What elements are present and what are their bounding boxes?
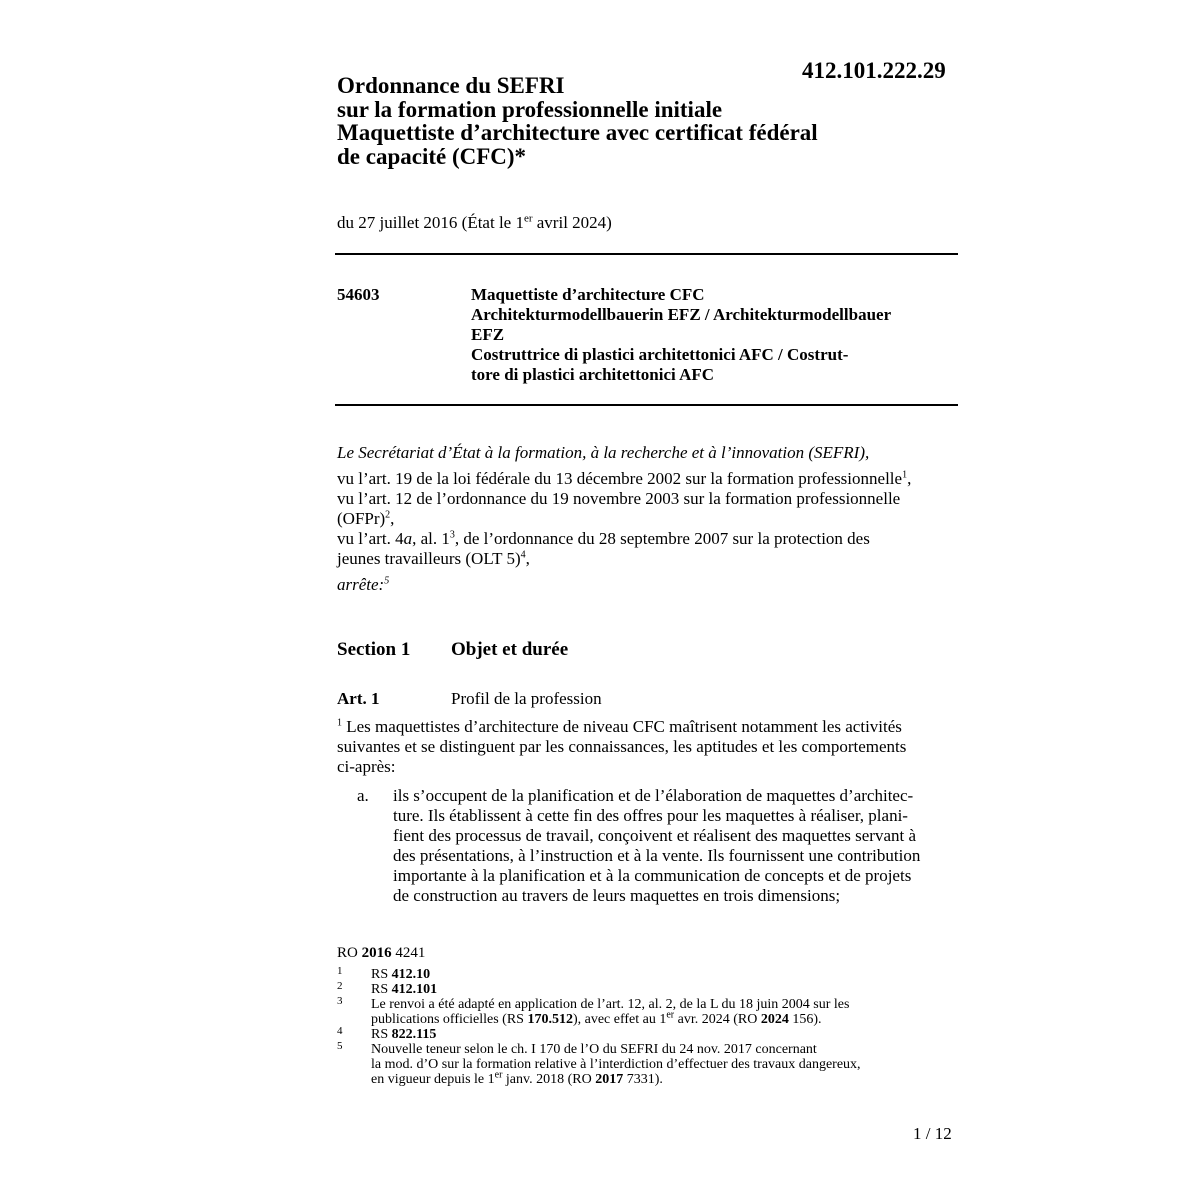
bottom-rule — [335, 404, 958, 406]
preamble-text: vu l’art. 4 — [337, 529, 404, 548]
footnote-line: la mod. d’O sur la formation relative à l’interdiction d’effectuer des travaux dangereux, — [371, 1057, 861, 1072]
preamble-text: vu l’art. 19 de la loi fédérale du 13 décembre 2002 sur la formation professionnelle — [337, 469, 903, 488]
list-item-line: de construction au travers de leurs maquettes en trois dimensions; — [393, 886, 841, 905]
date-suffix: avril 2024) — [532, 213, 612, 232]
footnote-text: publications officielles (RS — [371, 1012, 528, 1027]
footnote-line — [371, 1069, 957, 1087]
footnote-bold: 412.10 — [391, 967, 431, 982]
section-number: Section 1 — [337, 639, 411, 660]
preamble-text: (OFPr) — [337, 509, 386, 528]
footnote-line — [371, 982, 957, 997]
ro-prefix: RO — [337, 945, 362, 961]
profession-name-line: Costruttrice di plastici architettonici AFC / Costrut- — [471, 345, 849, 364]
list-item-line: ture. Ils établissent à cette fin des offres pour les maquettes à réaliser, plani- — [393, 806, 908, 825]
footnote — [337, 1042, 957, 1087]
profession-code: 54603 — [337, 285, 380, 304]
profession-name-line: Architekturmodellbauerin EFZ / Architekturmodellbauer — [471, 305, 892, 324]
footnote-text: ), avec effet au 1 — [572, 1012, 667, 1027]
section-title: Objet et durée — [451, 639, 569, 660]
profession-name-line: Maquettiste d’architecture CFC — [471, 285, 705, 304]
footnote — [337, 1027, 957, 1042]
footnotes — [337, 967, 957, 1087]
footnote-ref[interactable]: 1 — [902, 469, 908, 481]
footnote-line: Le renvoi a été adapté en application de l’art. 12, al. 2, de la L du 18 juin 2004 sur les — [371, 997, 850, 1012]
profession-names — [471, 285, 941, 385]
footnote-line: Nouvelle teneur selon le ch. I 170 de l’O du SEFRI du 24 nov. 2017 concernant — [371, 1042, 817, 1057]
arrete-text: arrête: — [337, 575, 385, 594]
preamble-line — [337, 549, 957, 569]
footnote-ref[interactable]: 2 — [385, 509, 391, 521]
footnote-bold: 2017 — [595, 1072, 624, 1087]
profession-name-line: EFZ — [471, 325, 505, 344]
title-line: de capacité (CFC)* — [337, 143, 527, 169]
list-item-line: fient des processus de travail, conçoivent et réalisent des maquettes servant à — [393, 826, 917, 845]
footnote — [337, 997, 957, 1027]
footnote-number: 4 — [337, 1025, 343, 1037]
footnote-number: 5 — [337, 1040, 343, 1052]
footnote-bold: 412.101 — [391, 982, 438, 997]
paragraph-line — [337, 717, 955, 737]
sr-number: 412.101.222.29 — [802, 58, 946, 83]
footnote-text: janv. 2018 (RO — [502, 1072, 596, 1087]
article-paragraph — [337, 717, 955, 777]
article-title: Profil de la profession — [451, 689, 602, 708]
footnote-ref[interactable]: 4 — [520, 549, 526, 561]
preamble-text: , — [390, 509, 395, 528]
date-superscript: er — [523, 212, 533, 225]
footnote-text: 156). — [788, 1012, 822, 1027]
document-date — [337, 213, 612, 233]
date-prefix: du 27 juillet 2016 (État le 1 — [337, 213, 524, 232]
list-item-line: des présentations, à l’instruction et à la vente. Ils fournissent une contribution — [393, 846, 921, 865]
footnote-line — [371, 1009, 957, 1027]
profession-name-line: tore di plastici architettonici AFC — [471, 365, 715, 384]
paragraph-line: suivantes et se distinguent par les connaissances, les aptitudes et les comportements — [337, 737, 907, 756]
preamble-text: , — [907, 469, 912, 488]
preamble — [337, 443, 957, 595]
top-rule — [335, 253, 958, 255]
ro-year: 2016 — [361, 945, 392, 961]
preamble-line — [337, 469, 957, 489]
preamble-text: , al. 1 — [412, 529, 450, 548]
preamble-line — [337, 509, 957, 529]
preamble-text: jeunes travailleurs (OLT 5) — [337, 549, 521, 568]
list-item-line: ils s’occupent de la planification et de l’élaboration de maquettes d’architec- — [393, 786, 914, 805]
preamble-issuer: Le Secrétariat d’État à la formation, à la recherche et à l’innovation (SEFRI), — [337, 443, 870, 462]
footnote-text: RS — [371, 1027, 392, 1042]
list-item-label: a. — [357, 786, 369, 805]
preamble-line: vu l’art. 12 de l’ordonnance du 19 novembre 2003 sur la formation professionnelle — [337, 489, 901, 508]
ro-page: 4241 — [391, 945, 426, 961]
footnote-number: 2 — [337, 980, 343, 992]
footnote-text: 7331). — [623, 1072, 663, 1087]
paragraph-text: Les maquettistes d’architecture de niveau CFC maîtrisent notamment les activités — [342, 717, 902, 736]
footnote-superscript: er — [666, 1009, 675, 1021]
footnote-ref[interactable]: 3 — [449, 529, 455, 541]
preamble-text: , de l’ordonnance du 28 septembre 2007 sur la protection des — [454, 529, 870, 548]
preamble-text-italic: a — [403, 529, 413, 548]
footnote-line — [371, 1027, 957, 1042]
footnote — [337, 967, 957, 982]
ro-reference — [337, 945, 425, 962]
footnote-bold: 2024 — [760, 1012, 789, 1027]
footnote-text: RS — [371, 967, 392, 982]
article-number: Art. 1 — [337, 689, 380, 708]
footnote-line — [371, 967, 957, 982]
footnote-ref[interactable]: 5 — [384, 575, 390, 587]
preamble-line — [337, 529, 957, 549]
list-item-line: importante à la planification et à la communication de concepts et de projets — [393, 866, 912, 885]
footnote-text: RS — [371, 982, 392, 997]
paragraph-number: 1 — [337, 717, 342, 729]
list-item — [393, 786, 956, 906]
footnote — [337, 982, 957, 997]
footnote-number: 3 — [337, 995, 343, 1007]
footnote-bold: 822.115 — [391, 1027, 437, 1042]
preamble-text: , — [525, 549, 530, 568]
footnote-number: 1 — [337, 965, 343, 977]
footnote-text: en vigueur depuis le 1 — [371, 1072, 495, 1087]
footnote-text: avr. 2024 (RO — [674, 1012, 761, 1027]
footnote-superscript: er — [494, 1069, 503, 1081]
title-line: Ordonnance du SEFRI — [337, 73, 565, 98]
title-line: sur la formation professionnelle initiale — [337, 96, 723, 122]
footnote-bold: 170.512 — [527, 1012, 573, 1027]
paragraph-line: ci-après: — [337, 757, 396, 776]
title-line: Maquettiste d’architecture avec certificat fédéral — [337, 120, 818, 145]
page-number: 1 / 12 — [913, 1124, 952, 1143]
document-title — [337, 74, 937, 168]
preamble-arrete — [337, 575, 957, 595]
